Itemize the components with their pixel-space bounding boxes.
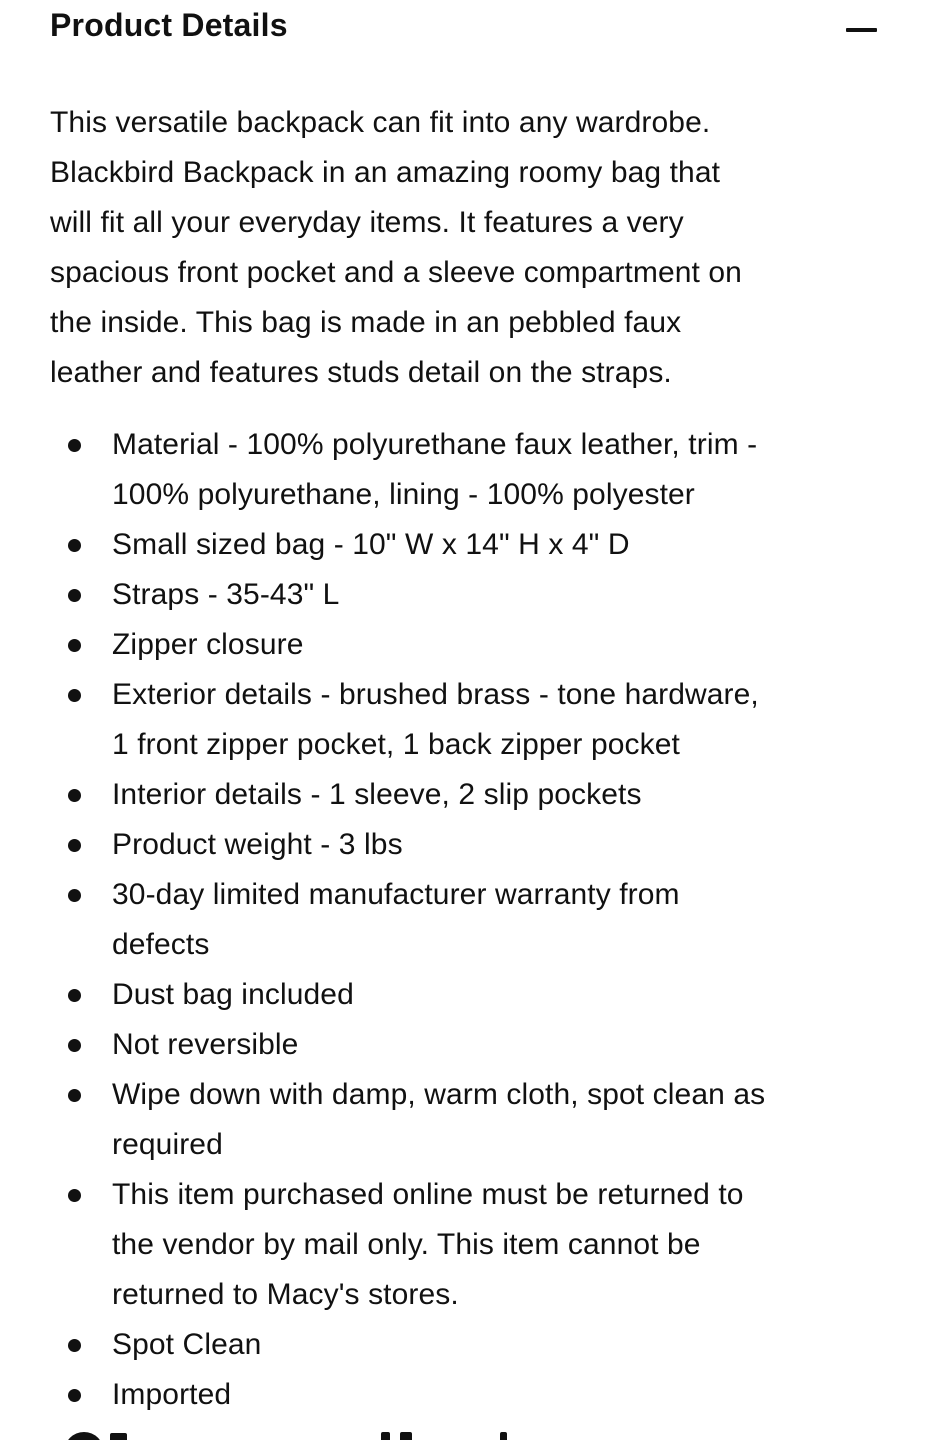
feature-list-item xyxy=(50,970,942,1020)
feature-line: Not reversible xyxy=(112,1028,299,1061)
description-line: This versatile backpack can fit into any wardrobe. xyxy=(50,106,711,139)
feature-list-item xyxy=(50,770,942,820)
feature-list-item xyxy=(50,1170,942,1320)
feature-list-item xyxy=(50,670,942,770)
description-line: spacious front pocket and a sleeve compartment on xyxy=(50,256,742,289)
feature-line: Dust bag included xyxy=(112,978,354,1011)
feature-line: This item purchased online must be returned to xyxy=(112,1178,744,1211)
circle-badge-icon xyxy=(64,1432,104,1440)
feature-list-item xyxy=(50,1320,942,1370)
feature-line: returned to Macy's stores. xyxy=(112,1278,459,1311)
feature-list-item xyxy=(50,420,942,520)
feature-line: Imported xyxy=(112,1378,232,1411)
feature-line: Wipe down with damp, warm cloth, spot clean as xyxy=(112,1078,766,1111)
feature-line: Exterior details - brushed brass - tone hardware, xyxy=(112,678,759,711)
clipped-text-fragment xyxy=(500,1432,507,1440)
feature-list-item xyxy=(50,1370,942,1420)
product-description xyxy=(0,98,942,398)
description-line: Blackbird Backpack in an amazing roomy bag that xyxy=(50,156,721,189)
feature-line: Material - 100% polyurethane faux leather, trim - xyxy=(112,428,758,461)
section-header xyxy=(0,0,942,44)
collapse-section-button[interactable] xyxy=(837,18,887,44)
feature-list-item xyxy=(50,520,942,570)
feature-line: Spot Clean xyxy=(112,1328,262,1361)
feature-line: Interior details - 1 sleeve, 2 slip pockets xyxy=(112,778,642,811)
feature-list-item xyxy=(50,820,942,870)
feature-line: Zipper closure xyxy=(112,628,304,661)
feature-line: the vendor by mail only. This item cannot be xyxy=(112,1228,701,1261)
clipped-text-fragment xyxy=(381,1432,390,1440)
feature-line: Small sized bag - 10" W x 14" H x 4" D xyxy=(112,528,630,561)
feature-line: 30-day limited manufacturer warranty from xyxy=(112,878,680,911)
feature-list-item xyxy=(50,570,942,620)
feature-line: 1 front zipper pocket, 1 back zipper pocket xyxy=(112,728,680,761)
feature-list-item xyxy=(50,1070,942,1170)
clipped-text-fragment xyxy=(110,1433,127,1440)
description-line: leather and features studs detail on the straps. xyxy=(50,356,672,389)
feature-line: defects xyxy=(112,928,210,961)
product-feature-list xyxy=(0,420,942,1420)
description-line: the inside. This bag is made in an pebbled faux xyxy=(50,306,682,339)
feature-line: required xyxy=(112,1128,223,1161)
minus-icon xyxy=(846,28,877,32)
clipped-text-fragment xyxy=(400,1432,412,1440)
description-line: will fit all your everyday items. It features a very xyxy=(50,206,684,239)
feature-line: 100% polyurethane, lining - 100% polyester xyxy=(112,478,695,511)
feature-list-item xyxy=(50,1020,942,1070)
feature-list-item xyxy=(50,870,942,970)
feature-line: Product weight - 3 lbs xyxy=(112,828,403,861)
section-title: Product Details xyxy=(50,7,288,43)
feature-list-item xyxy=(50,620,942,670)
feature-line: Straps - 35-43" L xyxy=(112,578,340,611)
